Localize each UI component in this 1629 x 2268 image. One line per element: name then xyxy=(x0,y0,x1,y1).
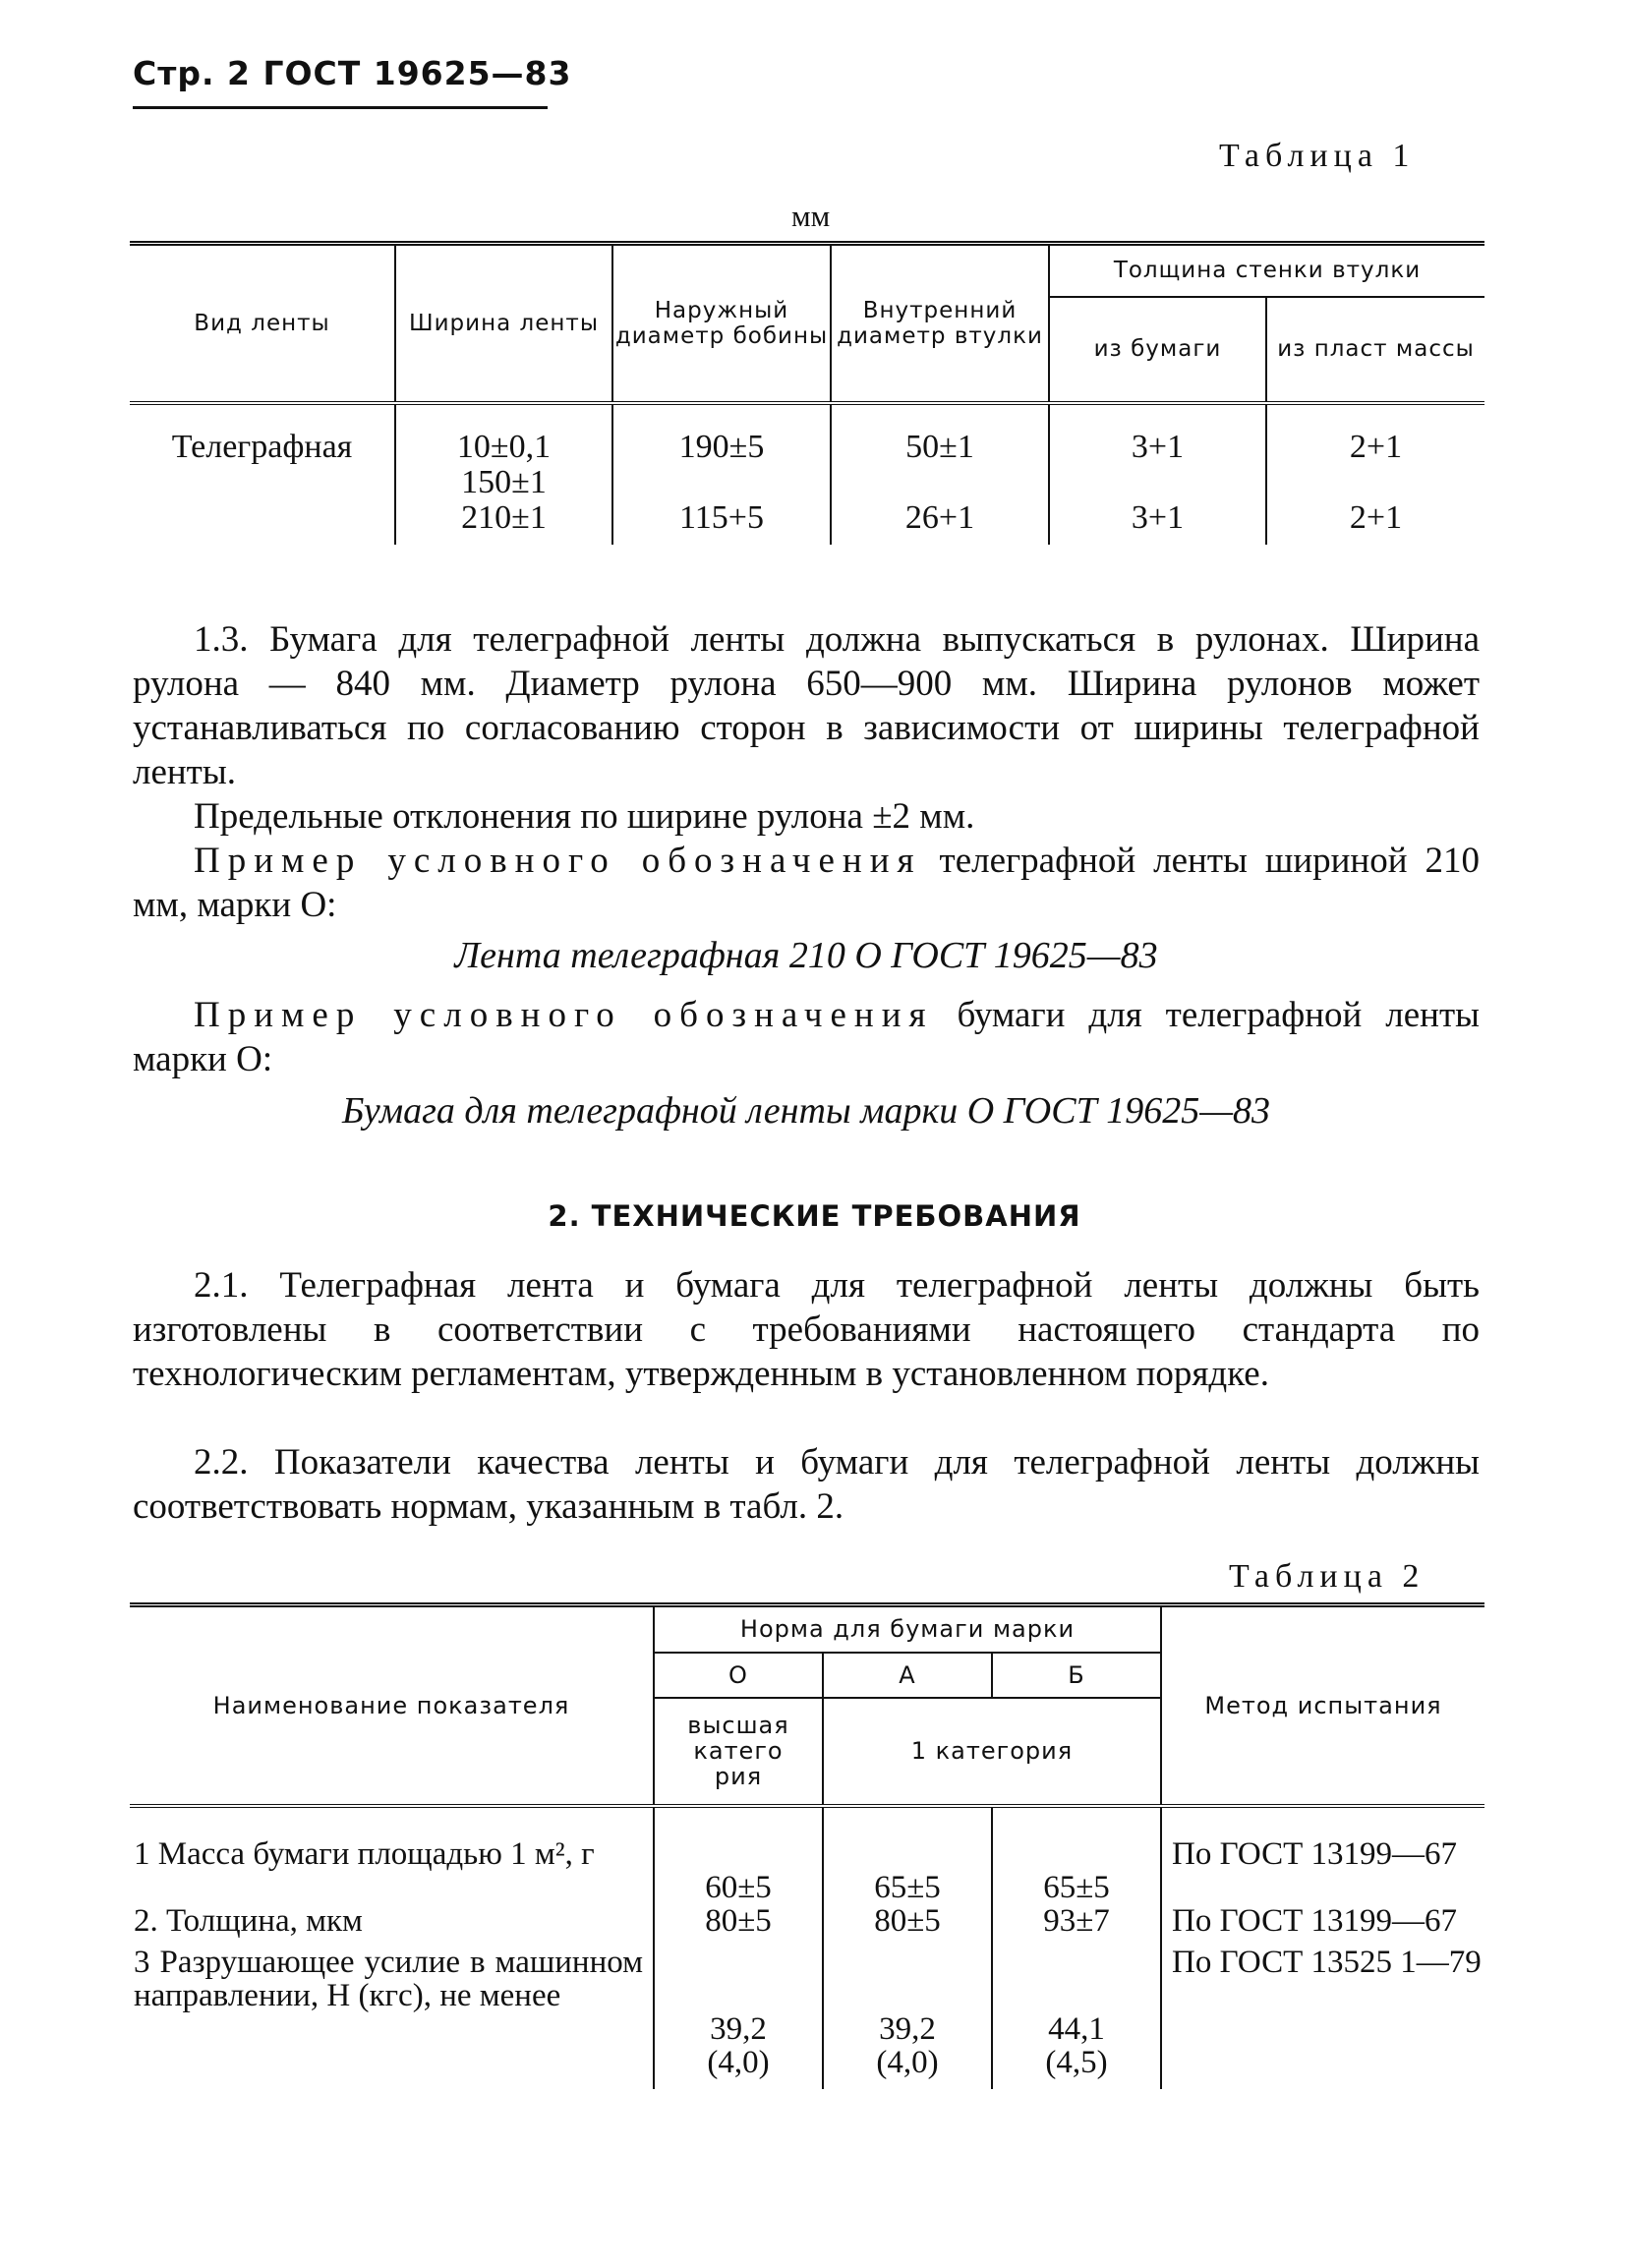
t2-header-grade-b: Б xyxy=(992,1653,1161,1698)
t1-cell xyxy=(831,466,1049,501)
table2-caption: Таблица 2 xyxy=(1229,1558,1425,1595)
table1-caption: Таблица 1 xyxy=(1219,138,1416,174)
example-2-code: Бумага для телеграфной ленты марки О ГОСТ 19625—83 xyxy=(341,1090,1270,1132)
table2 xyxy=(130,1602,1484,2089)
t1-cell: 190±5 xyxy=(612,403,831,466)
t1-cell xyxy=(130,466,395,501)
table-row xyxy=(130,403,1484,466)
t1-cell xyxy=(612,466,831,501)
t2-cell-method: По ГОСТ 13199—67 xyxy=(1161,1806,1484,1904)
paragraph-1-3-deviation: Предельные отклонения по ширине рулона ±2 мм. xyxy=(194,796,975,837)
t1-cell xyxy=(1266,466,1484,501)
example-1-rest: телеграфной ленты шириной 210 мм, марки О: xyxy=(133,841,1481,925)
table-row xyxy=(130,466,1484,501)
t2-cell-name: 1 Масса бумаги площадью 1 м², г xyxy=(134,1835,595,1872)
paragraph-2-2: 2.2. Показатели качества ленты и бумаги для телеграфной ленты должны соответствовать нормам, указанным в табл. 2. xyxy=(133,1442,1480,1527)
t1-cell: 50±1 xyxy=(831,403,1049,466)
section-2-heading: 2. ТЕХНИЧЕСКИЕ ТРЕБОВАНИЯ xyxy=(548,1199,1081,1233)
t1-cell: 150±1 xyxy=(395,466,612,501)
t1-cell: 3+1 xyxy=(1049,403,1266,466)
t2-cell-o: 60±5 xyxy=(654,1806,823,1904)
t1-header-width: Ширина ленты xyxy=(395,244,612,403)
table-row xyxy=(130,1806,1484,1904)
t2-cell-b: 93±7 xyxy=(992,1904,1161,1938)
table1-unit: мм xyxy=(791,199,831,233)
t1-cell: 210±1 xyxy=(395,501,612,545)
t2-cell-b: 65±5 xyxy=(992,1806,1161,1904)
t2-cell-method: По ГОСТ 13525 1—79 xyxy=(1161,1938,1484,2089)
table-row xyxy=(130,501,1484,545)
t2-cell-o: 80±5 xyxy=(654,1904,823,1938)
t1-cell: 26+1 xyxy=(831,501,1049,545)
t2-cell-name: 3 Разрушающее усилие в машинном направлении, Н (кгс), не менее xyxy=(134,1944,643,2013)
t2-header-name: Наименование показателя xyxy=(130,1605,654,1806)
t1-header-outer-diameter: Наружный диаметр бобины xyxy=(612,244,831,403)
t2-header-norm: Норма для бумаги марки xyxy=(654,1605,1161,1653)
page-label: Стр. 2 xyxy=(133,54,251,92)
t1-header-type: Вид ленты xyxy=(130,244,395,403)
example-2-lead: Пример условного обозначения xyxy=(194,995,934,1035)
t1-cell: 115+5 xyxy=(612,501,831,545)
t1-header-plastic: из пласт массы xyxy=(1266,297,1484,403)
t1-cell: 10±0,1 xyxy=(395,403,612,466)
t2-header-method: Метод испытания xyxy=(1161,1605,1484,1806)
t2-cell-method: По ГОСТ 13199—67 xyxy=(1161,1904,1484,1938)
header-rule xyxy=(133,106,548,109)
table-row xyxy=(130,1938,1484,2089)
t2-cell-b: 44,1 (4,5) xyxy=(992,1938,1161,2089)
t2-header-grade-o: О xyxy=(654,1653,823,1698)
t2-cell-a: 39,2 (4,0) xyxy=(823,1938,992,2089)
table-row xyxy=(130,1904,1484,1938)
t1-cell: Телеграфная xyxy=(171,428,353,465)
t1-cell xyxy=(1049,466,1266,501)
t1-cell: 3+1 xyxy=(1049,501,1266,545)
example-1 xyxy=(133,839,1480,927)
t2-cell-name: 2. Толщина, мкм xyxy=(134,1902,363,1939)
standard-number: ГОСТ 19625—83 xyxy=(262,54,572,92)
t2-header-cat-1: 1 категория xyxy=(823,1698,1161,1806)
example-2 xyxy=(133,993,1480,1081)
paragraph-2-1: 2.1. Телеграфная лента и бумага для телеграфной ленты должны быть изготовлены в соответствии с требованиями настоящего стандарта по технологическим регламентам, утвержденным в установленном порядке. xyxy=(133,1265,1480,1394)
t2-cell-a: 80±5 xyxy=(823,1904,992,1938)
example-1-code: Лента телеграфная 210 О ГОСТ 19625—83 xyxy=(454,935,1158,976)
example-2-rest: бумаги для телеграфной ленты марки О: xyxy=(133,995,1480,1079)
table1 xyxy=(130,241,1484,545)
t2-cell-a: 65±5 xyxy=(823,1806,992,1904)
t2-header-cat-high: высшая катего рия xyxy=(654,1698,823,1806)
page-header xyxy=(133,54,571,92)
t2-cell-o: 39,2 (4,0) xyxy=(654,1938,823,2089)
paragraph-1-3: 1.3. Бумага для телеграфной ленты должна выпускаться в рулонах. Ширина рулона — 840 мм. Диаметр рулона 650—900 мм. Ширина рулонов может устанавливаться по согласованию сторон в зависимости от ширины телеграфной ленты. xyxy=(133,619,1480,792)
t1-cell xyxy=(130,501,395,545)
t1-cell: 2+1 xyxy=(1266,501,1484,545)
t1-header-wall-thickness: Толщина стенки втулки xyxy=(1049,244,1484,297)
t1-header-inner-diameter: Внутренний диаметр втулки xyxy=(831,244,1049,403)
t2-header-grade-a: А xyxy=(823,1653,992,1698)
t1-header-paper: из бумаги xyxy=(1049,297,1266,403)
t1-cell: 2+1 xyxy=(1266,403,1484,466)
example-1-lead: Пример условного обозначения xyxy=(194,841,922,881)
